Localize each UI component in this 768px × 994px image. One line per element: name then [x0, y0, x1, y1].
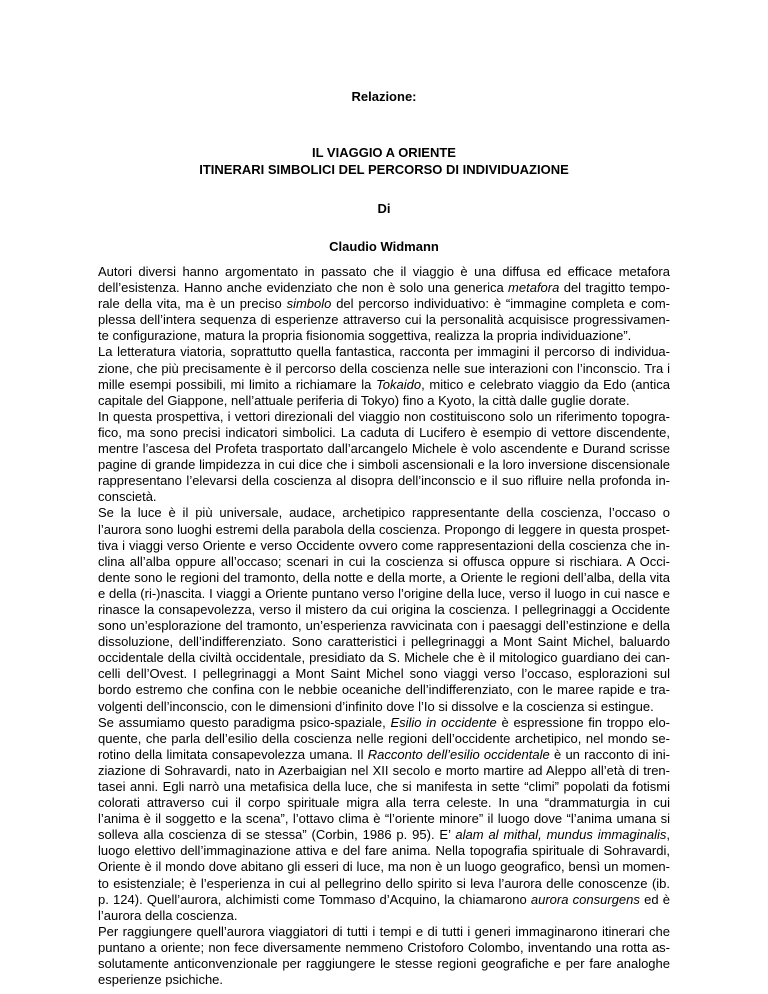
text-line: rale della vita, ma è un preciso simbolo del percorso individuativo: è “immagine completa e com- — [98, 296, 670, 312]
text-line: conscietà. — [98, 489, 157, 505]
paragraph — [98, 409, 670, 506]
text-line: plessa dell’intera sequenza di esperienze attraverso cui la personalità acquisisce progressivamen- — [98, 312, 670, 328]
report-label: Relazione: — [351, 89, 417, 104]
text-line: celli dell’Ovest. I pellegrinaggi a Mont Saint Michel sono viaggi verso l’occaso, esplorazioni sul — [98, 666, 670, 682]
text-line: zione, che più precisamente è il percorso della coscienza nelle sue interazioni con l’inconscio. Tra i — [98, 360, 670, 376]
text-line: colorati attraverso cui il corpo spirituale migra alla terra celeste. In una “drammaturgia in cui — [98, 795, 670, 811]
text-line: tiva i viaggi verso Oriente e verso Occidente ovvero come rappresentazioni della coscienza che in- — [98, 537, 670, 553]
text-line: capitale del Giappone, nell’attuale periferia di Tokyo) fino a Kyoto, la città dalle guglie dorate. — [98, 392, 630, 408]
text-line: mille esempi possibili, mi limito a richiamare la Tokaido, mitico e celebrato viaggio da Edo (antica — [98, 376, 670, 392]
text-line: l’aurora della coscienza. — [98, 907, 238, 923]
text-line: luogo elettivo dell’immaginazione attiva e del fare anima. Nella topografia spirituale di Sohravardi, — [98, 843, 670, 859]
text-line: dente sono le regioni del tramonto, della notte e della morte, a Oriente le regioni dell’alba, della vita — [98, 569, 670, 585]
text-line: Per raggiungere quell’aurora viaggiatori di tutti i tempi e di tutti i generi immaginarono itinerari che — [98, 923, 670, 939]
text-line: Se la luce è il più universale, audace, archetipico rappresentante della coscienza, l’occaso o — [98, 505, 670, 521]
text-line: volgenti dell’inconscio, con le dimensioni d’infinito dove l’Io si dissolve e la coscienza si estingue. — [98, 698, 654, 714]
text-line: mentre l’ascesa del Profeta trasportato dall’arcangelo Michele è volo ascendente e Durand scrisse — [98, 441, 670, 457]
by-label: Di — [377, 201, 391, 216]
text-line: l’aurora sono luoghi estremi della parabola della coscienza. Propongo di leggere in questa prospet- — [98, 521, 670, 537]
text-line: te configurazione, matura la propria fisionomia soggettiva, realizza la propria individuazione”. — [98, 328, 632, 344]
title-line-2: ITINERARI SIMBOLICI DEL PERCORSO DI INDIVIDUAZIONE — [199, 162, 569, 177]
text-line: solutamente anticonvenzionale per raggiungere le stesse regioni geografiche e per fare analoghe — [98, 956, 670, 972]
text-line: rinasce la consapevolezza, verso il mistero da cui origina la coscienza. I pellegrinaggi a Occidente — [98, 601, 670, 617]
text-line: solleva alla coscienza di se stessa” (Corbin, 1986 p. 95). E’ alam al mithal, mundus immaginalis, — [98, 827, 670, 843]
text-line: bordo estremo che confina con le nebbie oceaniche dell’indifferenziato, con le maree rapide e tra- — [98, 682, 670, 698]
text-line: occidentale della civiltà occidentale, presidiato da S. Michele che è il mitologico guardiano dei can- — [98, 650, 670, 666]
text-line: rotino della limitata consapevolezza umana. Il Racconto dell’esilio occidentale è un racconto di ini- — [98, 746, 670, 762]
text-line: In questa prospettiva, i vettori direzionali del viaggio non costituiscono solo un riferimento topogra- — [98, 408, 670, 424]
text-line: fico, ma sono precisi indicatori simbolici. La caduta di Lucifero è esempio di vettore discendente, — [98, 424, 670, 440]
text-line: Se assumiamo questo paradigma psico-spaziale, Esilio in occidente è espressione fin troppo elo- — [98, 714, 671, 730]
paragraph — [98, 264, 670, 344]
paragraph — [98, 505, 670, 714]
text-line: puntano a oriente; non fece diversamente nemmeno Cristoforo Colombo, inventando una rotta as- — [98, 939, 670, 955]
text-line: sono un’esplorazione del tramonto, un’esperienza ravvicinata con i paesaggi dell’estinzione e della — [98, 618, 670, 634]
text-line: quente, che parla dell’esilio della coscienza nelle regioni dell’occidente archetipico, nel mondo se- — [98, 730, 670, 746]
text-line: esperienze psichiche. — [98, 972, 224, 988]
text-line: dell’esistenza. Hanno anche evidenziato che non è solo una generica metafora del tragitto tempo- — [98, 280, 670, 296]
paragraph — [98, 924, 670, 988]
text-line: ziazione di Sohravardi, nato in Azerbaigian nel XII secolo e morto martire ad Aleppo all’età di tren- — [98, 762, 670, 778]
paragraph — [98, 344, 670, 408]
document-title — [0, 144, 768, 178]
paragraph — [98, 715, 670, 924]
text-line: clina all’alba oppure all’occaso; scenari in cui la coscienza si offusca oppure si rischiara. A Occi- — [98, 553, 670, 569]
text-line: l’anima è il soggetto e la scena”, l’ottavo clima è “l’oriente minore” il luogo dove “l’anima umana si — [98, 811, 670, 827]
title-line-1: IL VIAGGIO A ORIENTE — [312, 145, 456, 160]
body-text — [98, 264, 670, 988]
text-line: pagine di grande limpidezza in cui dice che i simboli ascensionali e la loro inversione discensionale — [98, 457, 670, 473]
text-line: e della (ri-)nascita. I viaggi a Oriente puntano verso l’origine della luce, verso il luogo in cui nasce e — [98, 585, 670, 601]
text-line: tasei anni. Egli narrò una metafisica della luce, che si manifesta in sette “climi” popolati da fotismi — [98, 779, 670, 794]
text-line: to esistenziale; è l’esperienza in cui al pellegrino dello spirito si leva l’aurora delle conoscenze (ib. — [98, 875, 670, 891]
text-line: Autori diversi hanno argomentato in passato che il viaggio è una diffusa ed efficace metafora — [98, 264, 670, 279]
text-line: rappresentano l’elevarsi della coscienza al disopra dell’inconscio e il suo rifluire nella profonda in- — [98, 473, 670, 489]
text-line: dissoluzione, dell’indifferenziato. Sono caratteristici i pellegrinaggi a Mont Saint Michel, baluardo — [98, 634, 670, 650]
author-name: Claudio Widmann — [329, 239, 439, 254]
text-line: Oriente è il mondo dove abitano gli esseri di luce, ma non è un luogo geografico, bensì un momen- — [98, 859, 670, 875]
text-line: p. 124). Quell’aurora, alchimisti come Tommaso d’Acquino, la chiamarono aurora consurgens ed è — [98, 891, 670, 907]
text-line: La letteratura viatoria, soprattutto quella fantastica, racconta per immagini il percorso di individua- — [98, 344, 670, 360]
